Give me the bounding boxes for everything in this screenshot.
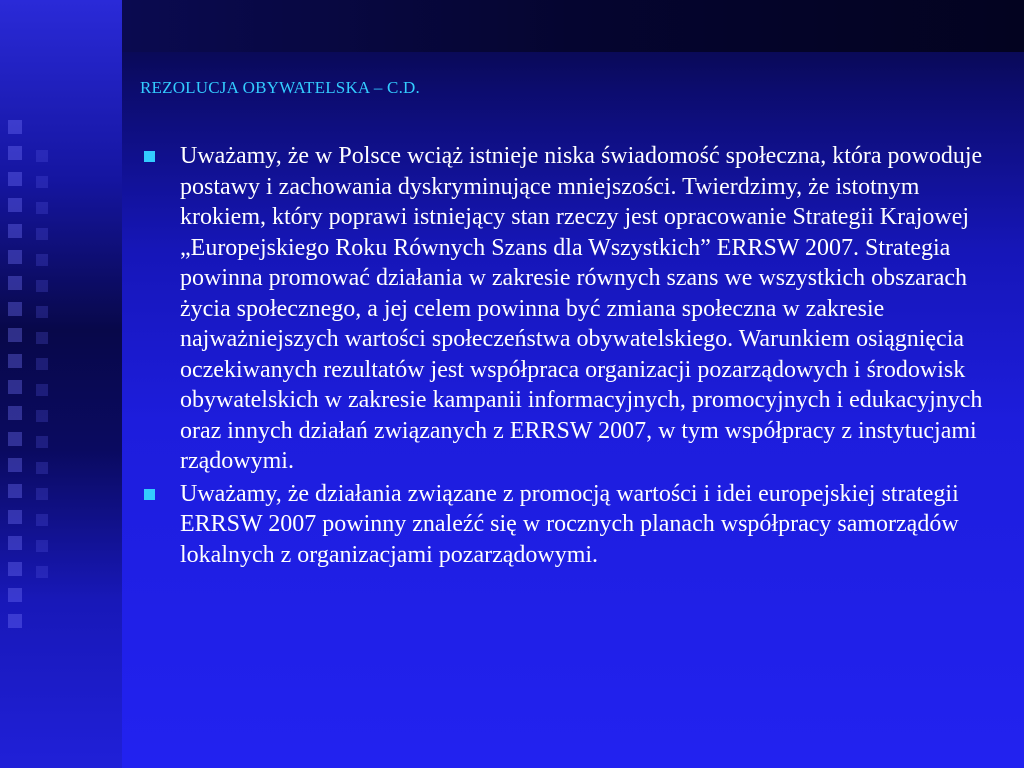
- decorative-squares-column-2: [36, 150, 56, 610]
- decorative-square-icon: [8, 536, 22, 550]
- decorative-square-icon: [36, 540, 48, 552]
- decorative-square-icon: [36, 280, 48, 292]
- decorative-square-icon: [8, 328, 22, 342]
- decorative-square-icon: [8, 484, 22, 498]
- slide-content: [142, 141, 1000, 572]
- bullet-item: [142, 141, 1000, 477]
- decorative-square-icon: [36, 488, 48, 500]
- decorative-square-icon: [8, 406, 22, 420]
- decorative-square-icon: [36, 358, 48, 370]
- decorative-square-icon: [8, 198, 22, 212]
- decorative-square-icon: [36, 254, 48, 266]
- decorative-square-icon: [36, 150, 48, 162]
- slide-title: REZOLUCJA OBYWATELSKA – C.D.: [140, 78, 420, 97]
- left-decorative-band: [0, 0, 122, 768]
- decorative-square-icon: [8, 510, 22, 524]
- decorative-square-icon: [8, 276, 22, 290]
- decorative-squares-column: [8, 120, 28, 640]
- decorative-square-icon: [36, 410, 48, 422]
- decorative-square-icon: [8, 562, 22, 576]
- decorative-square-icon: [36, 228, 48, 240]
- decorative-square-icon: [8, 250, 22, 264]
- decorative-square-icon: [36, 306, 48, 318]
- decorative-square-icon: [36, 514, 48, 526]
- square-bullet-icon: [144, 151, 155, 162]
- top-decorative-band: [122, 0, 1024, 52]
- decorative-square-icon: [36, 202, 48, 214]
- bullet-text: Uważamy, że w Polsce wciąż istnieje niska świadomość społeczna, która powoduje postawy i zachowania dyskryminujące mniejszości. Twierdzimy, że istotnym krokiem, który poprawi istniejący stan rzeczy jest opracowanie Strategii Krajowej „Europejskiego Roku Równych Szans dla Wszystkich” ERRSW 2007. Strategia powinna promować działania w zakresie równych szans we wszystkich obszarach życia społecznego, a jej celem powinna być zmiana społeczna w zakresie najważniejszych wartości społeczeństwa obywatelskiego. Warunkiem osiągnięcia oczekiwanych rezultatów jest współpraca organizacji pozarządowych i środowisk obywatelskich w zakresie kampanii informacyjnych, promocyjnych i edukacyjnych oraz innych działań związanych z ERRSW 2007, w tym współpracy z instytucjami rządowymi.: [180, 143, 983, 474]
- bullet-item: [142, 479, 1000, 571]
- square-bullet-icon: [144, 489, 155, 500]
- decorative-square-icon: [8, 302, 22, 316]
- decorative-square-icon: [8, 588, 22, 602]
- decorative-square-icon: [8, 354, 22, 368]
- decorative-square-icon: [8, 380, 22, 394]
- decorative-square-icon: [36, 436, 48, 448]
- decorative-square-icon: [8, 458, 22, 472]
- decorative-square-icon: [8, 224, 22, 238]
- decorative-square-icon: [36, 332, 48, 344]
- decorative-square-icon: [36, 176, 48, 188]
- decorative-square-icon: [8, 432, 22, 446]
- decorative-square-icon: [8, 120, 22, 134]
- decorative-square-icon: [8, 146, 22, 160]
- decorative-square-icon: [36, 566, 48, 578]
- decorative-square-icon: [36, 384, 48, 396]
- decorative-square-icon: [8, 172, 22, 186]
- bullet-text: Uważamy, że działania związane z promocją wartości i idei europejskiej strategii ERRSW 2007 powinny znaleźć się w rocznych planach współpracy samorządów lokalnych z organizacjami pozarządowymi.: [180, 480, 959, 568]
- decorative-square-icon: [36, 462, 48, 474]
- decorative-square-icon: [8, 614, 22, 628]
